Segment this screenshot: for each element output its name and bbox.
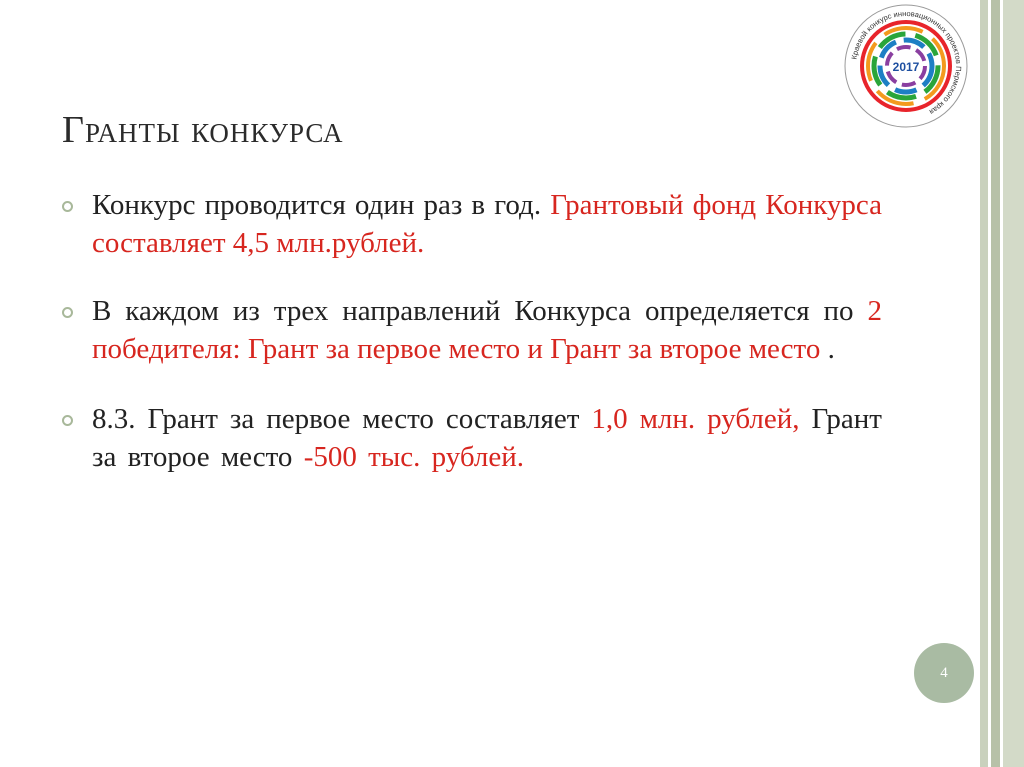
- page-number-badge: [914, 643, 974, 703]
- bullet-marker: [62, 201, 73, 212]
- logo-year: 2017: [892, 60, 920, 74]
- bullet-text: Грант за второе место: [92, 403, 882, 473]
- bullet-item: [62, 400, 882, 476]
- logo-ring-text: Краевой конкурс инновационных проектов Пермского края: [849, 8, 964, 117]
- contest-logo-graphic: [842, 4, 970, 128]
- decor-stripe: [1003, 0, 1024, 767]
- page-number: 4: [940, 664, 948, 681]
- decor-stripe: [991, 0, 1000, 767]
- bullet-highlight: 1,0 млн. рублей,: [591, 403, 800, 435]
- bullet-highlight: Грантовый фонд Конкурса составляет 4,5 млн.рублей.: [92, 189, 882, 259]
- decor-stripe: [980, 0, 988, 767]
- bullet-text: .: [820, 333, 835, 365]
- bullet-item: [62, 292, 882, 368]
- bullet-text: Конкурс проводится один раз в год.: [92, 189, 551, 221]
- bullet-text: 8.3. Грант за первое место составляет: [92, 403, 592, 435]
- bullet-marker: [62, 307, 73, 318]
- bullet-highlight: 2 победителя: Грант за первое место и Грант за второе место: [92, 295, 882, 365]
- contest-logo: [842, 4, 970, 128]
- slide-title: Гранты конкурса: [62, 109, 344, 151]
- bullet-list: [62, 186, 882, 506]
- bullet-text: В каждом из трех направлений Конкурса определяется по: [92, 295, 868, 327]
- bullet-highlight: -500 тыс. рублей.: [303, 441, 525, 473]
- bullet-marker: [62, 415, 73, 426]
- bullet-item: [62, 186, 882, 262]
